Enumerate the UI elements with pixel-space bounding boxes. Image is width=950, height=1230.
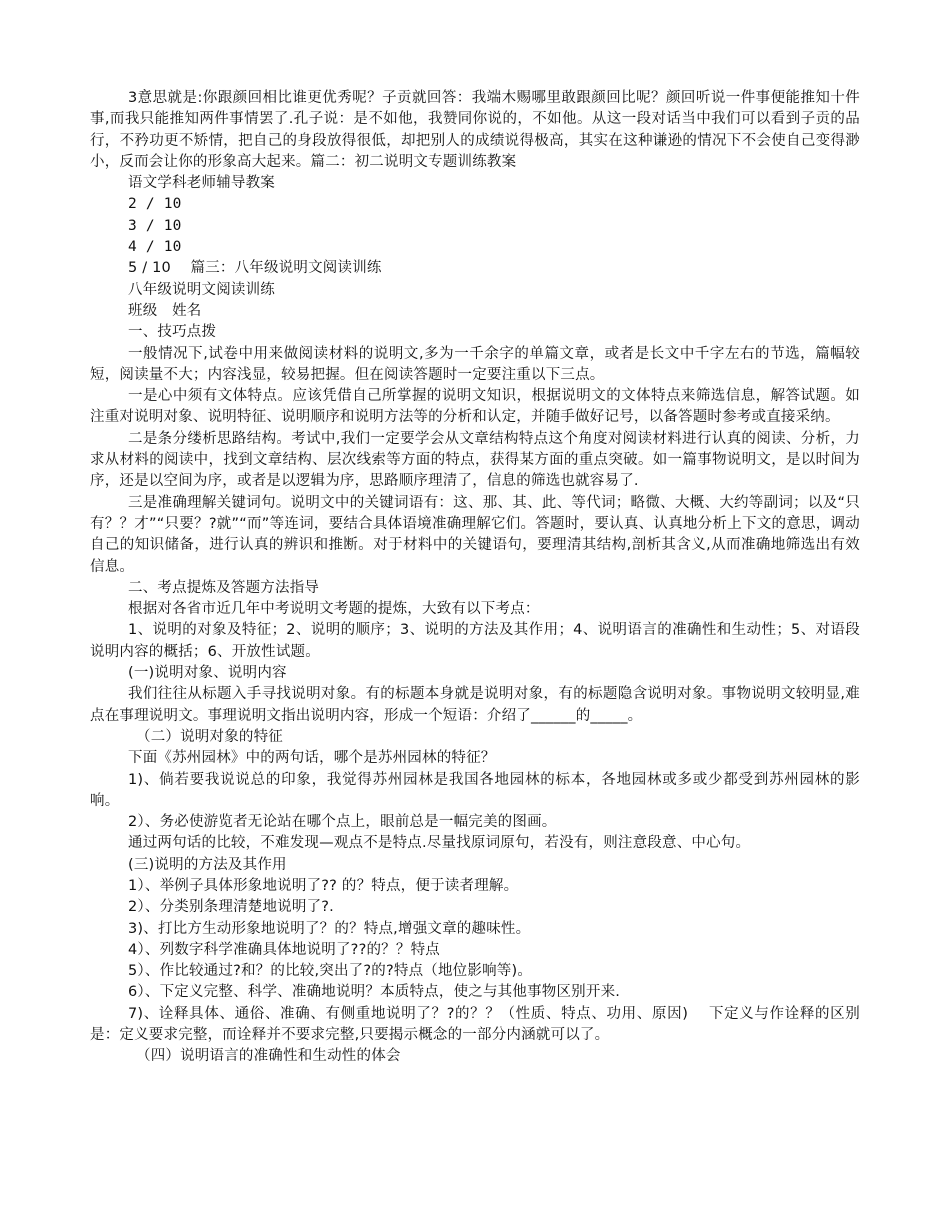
text-line: 一是心中须有文体特点。应该凭借自己所掌握的说明文知识，根据说明文的文体特点来筛选信息，解答试题。如注重对说明对象、说明特征、说明顺序和说明方法等的分析和认定，并随手做好记号，以备答题时参考或直接采纳。 xyxy=(90,388,860,426)
text-line: 通过两句话的比较，不难发现—观点不是特点.尽量找原词原句，若没有，则注意段意、中心句。 xyxy=(128,835,751,852)
text-line: 4 / 10 xyxy=(128,239,182,256)
text-line: 二是条分缕析思路结构。考试中,我们一定要学会从文章结构特点这个角度对阅读材料进行认真的阅读、分析，力求从材料的阅读中，找到文章结构、层次线索等方面的特点，获得某方面的重点突破。如一篇事物说明文，是以时间为序，还是以空间为序，或者是以逻辑为序，思路顺序理清了，信息的筛选也就容易了. xyxy=(90,430,860,490)
section-heading: 二、考点提炼及答题方法指导 xyxy=(128,579,320,596)
text-line: 1、说明的对象及特征；2、说明的顺序；3、说明的方法及其作用；4、说明语言的准确性和生动性；5、对语段说明内容的概括；6、开放性试题。 xyxy=(90,622,860,660)
section-heading: 一、技巧点拨 xyxy=(128,324,217,341)
text-line: 我们往往从标题入手寻找说明对象。有的标题本身就是说明对象，有的标题隐含说明对象。事物说明文较明显,难点在事理说明文。事理说明文指出说明内容，形成一个短语：介绍了______的_____。 xyxy=(90,686,860,724)
text-line: 6）、下定义完整、科学、准确地说明？本质特点，使之与其他事物区别开来. xyxy=(128,984,621,1001)
text-line: 4）、列数字科学准确具体地说明了??的？？特点 xyxy=(128,941,440,958)
text-line: 一般情况下,试卷中用来做阅读材料的说明文,多为一千余字的单篇文章，或者是长文中千字左右的节选，篇幅较短，阅读量不大；内容浅显，较易把握。但在阅读答题时一定要注重以下三点。 xyxy=(90,345,860,383)
text-line: 1）、举例子具体形象地说明了?? 的？特点，便于读者理解。 xyxy=(128,877,519,894)
text-line: 5）、作比较通过?和？的比较,突出了?的?特点（地位影响等)。 xyxy=(128,963,533,980)
text-line: 3 / 10 xyxy=(128,217,182,234)
subsection-heading: (三)说明的方法及其作用 xyxy=(128,856,287,873)
text-line: 语文学科老师辅导教案 xyxy=(128,175,275,192)
text-line: 2）、分类别条理清楚地说明了?. xyxy=(128,899,334,916)
text-line: 根据对各省市近几年中考说明文考题的提炼，大致有以下考点： xyxy=(128,601,540,618)
text-line: 2）、务必使游览者无论站在哪个点上，眼前总是一幅完美的图画。 xyxy=(128,814,557,831)
text-line: 3)、打比方生动形象地说明了？的？特点,增强文章的趣味性。 xyxy=(128,920,531,937)
text-line: 5 / 10 篇三：八年级说明文阅读训练 xyxy=(128,260,382,277)
text-line: 三是准确理解关键词句。说明文中的关键词语有：这、那、其、此、等代词；略微、大概、大约等副词；以及“只有？？才”“只要？?就”“而”等连词，要结合具体语境准确理解它们。答题时，要认真、认真地分析上下文的意思，调动自己的知识储备，进行认真的辨识和推断。对于材料中的关键语句，要理清其结构,剖析其含义,从而准确地筛选出有效信息。 xyxy=(90,494,860,575)
text-line: 八年级说明文阅读训练 xyxy=(128,281,275,298)
text-line: 2 / 10 xyxy=(128,196,182,213)
subsection-heading: （二）说明对象的特征 xyxy=(136,728,283,745)
subsection-heading: (一)说明对象、说明内容 xyxy=(128,665,287,682)
subsection-heading: （四）说明语言的准确性和生动性的体会 xyxy=(136,1048,401,1065)
text-line: 1)、倘若要我说说总的印象，我觉得苏州园林是我国各地园林的标本，各地园林或多或少都受到苏州园林的影响。 xyxy=(90,771,860,809)
text-line: 班级 姓名 xyxy=(128,302,202,319)
text-line: 3意思就是:你跟颜回相比谁更优秀呢？子贡就回答：我端木赐哪里敢跟颜回比呢？颜回听说一件事便能推知十件事,而我只能推知两件事情罢了.孔子说：是不如他，我赞同你说的，不如他。从这一段对话当中我们可以看到子贡的品行，不矜功更不矫情，把自己的身段放得很低，却把别人的成绩说得极高，其实在这种谦逊的情况下不会使自己变得渺小，反而会让你的形象高大起来。篇二：初二说明文专题训练教案 xyxy=(90,90,860,170)
document-page xyxy=(90,88,860,1068)
text-line: 下面《苏州园林》中的两句话，哪个是苏州园林的特征？ xyxy=(128,750,496,767)
text-line: 7)、诠释具体、通俗、准确、有侧重地说明了？?的？？（性质、特点、功用、原因) 下定义与作诠释的区别是：定义要求完整，而诠释并不要求完整,只要揭示概念的一部分内涵就可以了。 xyxy=(90,1005,860,1044)
